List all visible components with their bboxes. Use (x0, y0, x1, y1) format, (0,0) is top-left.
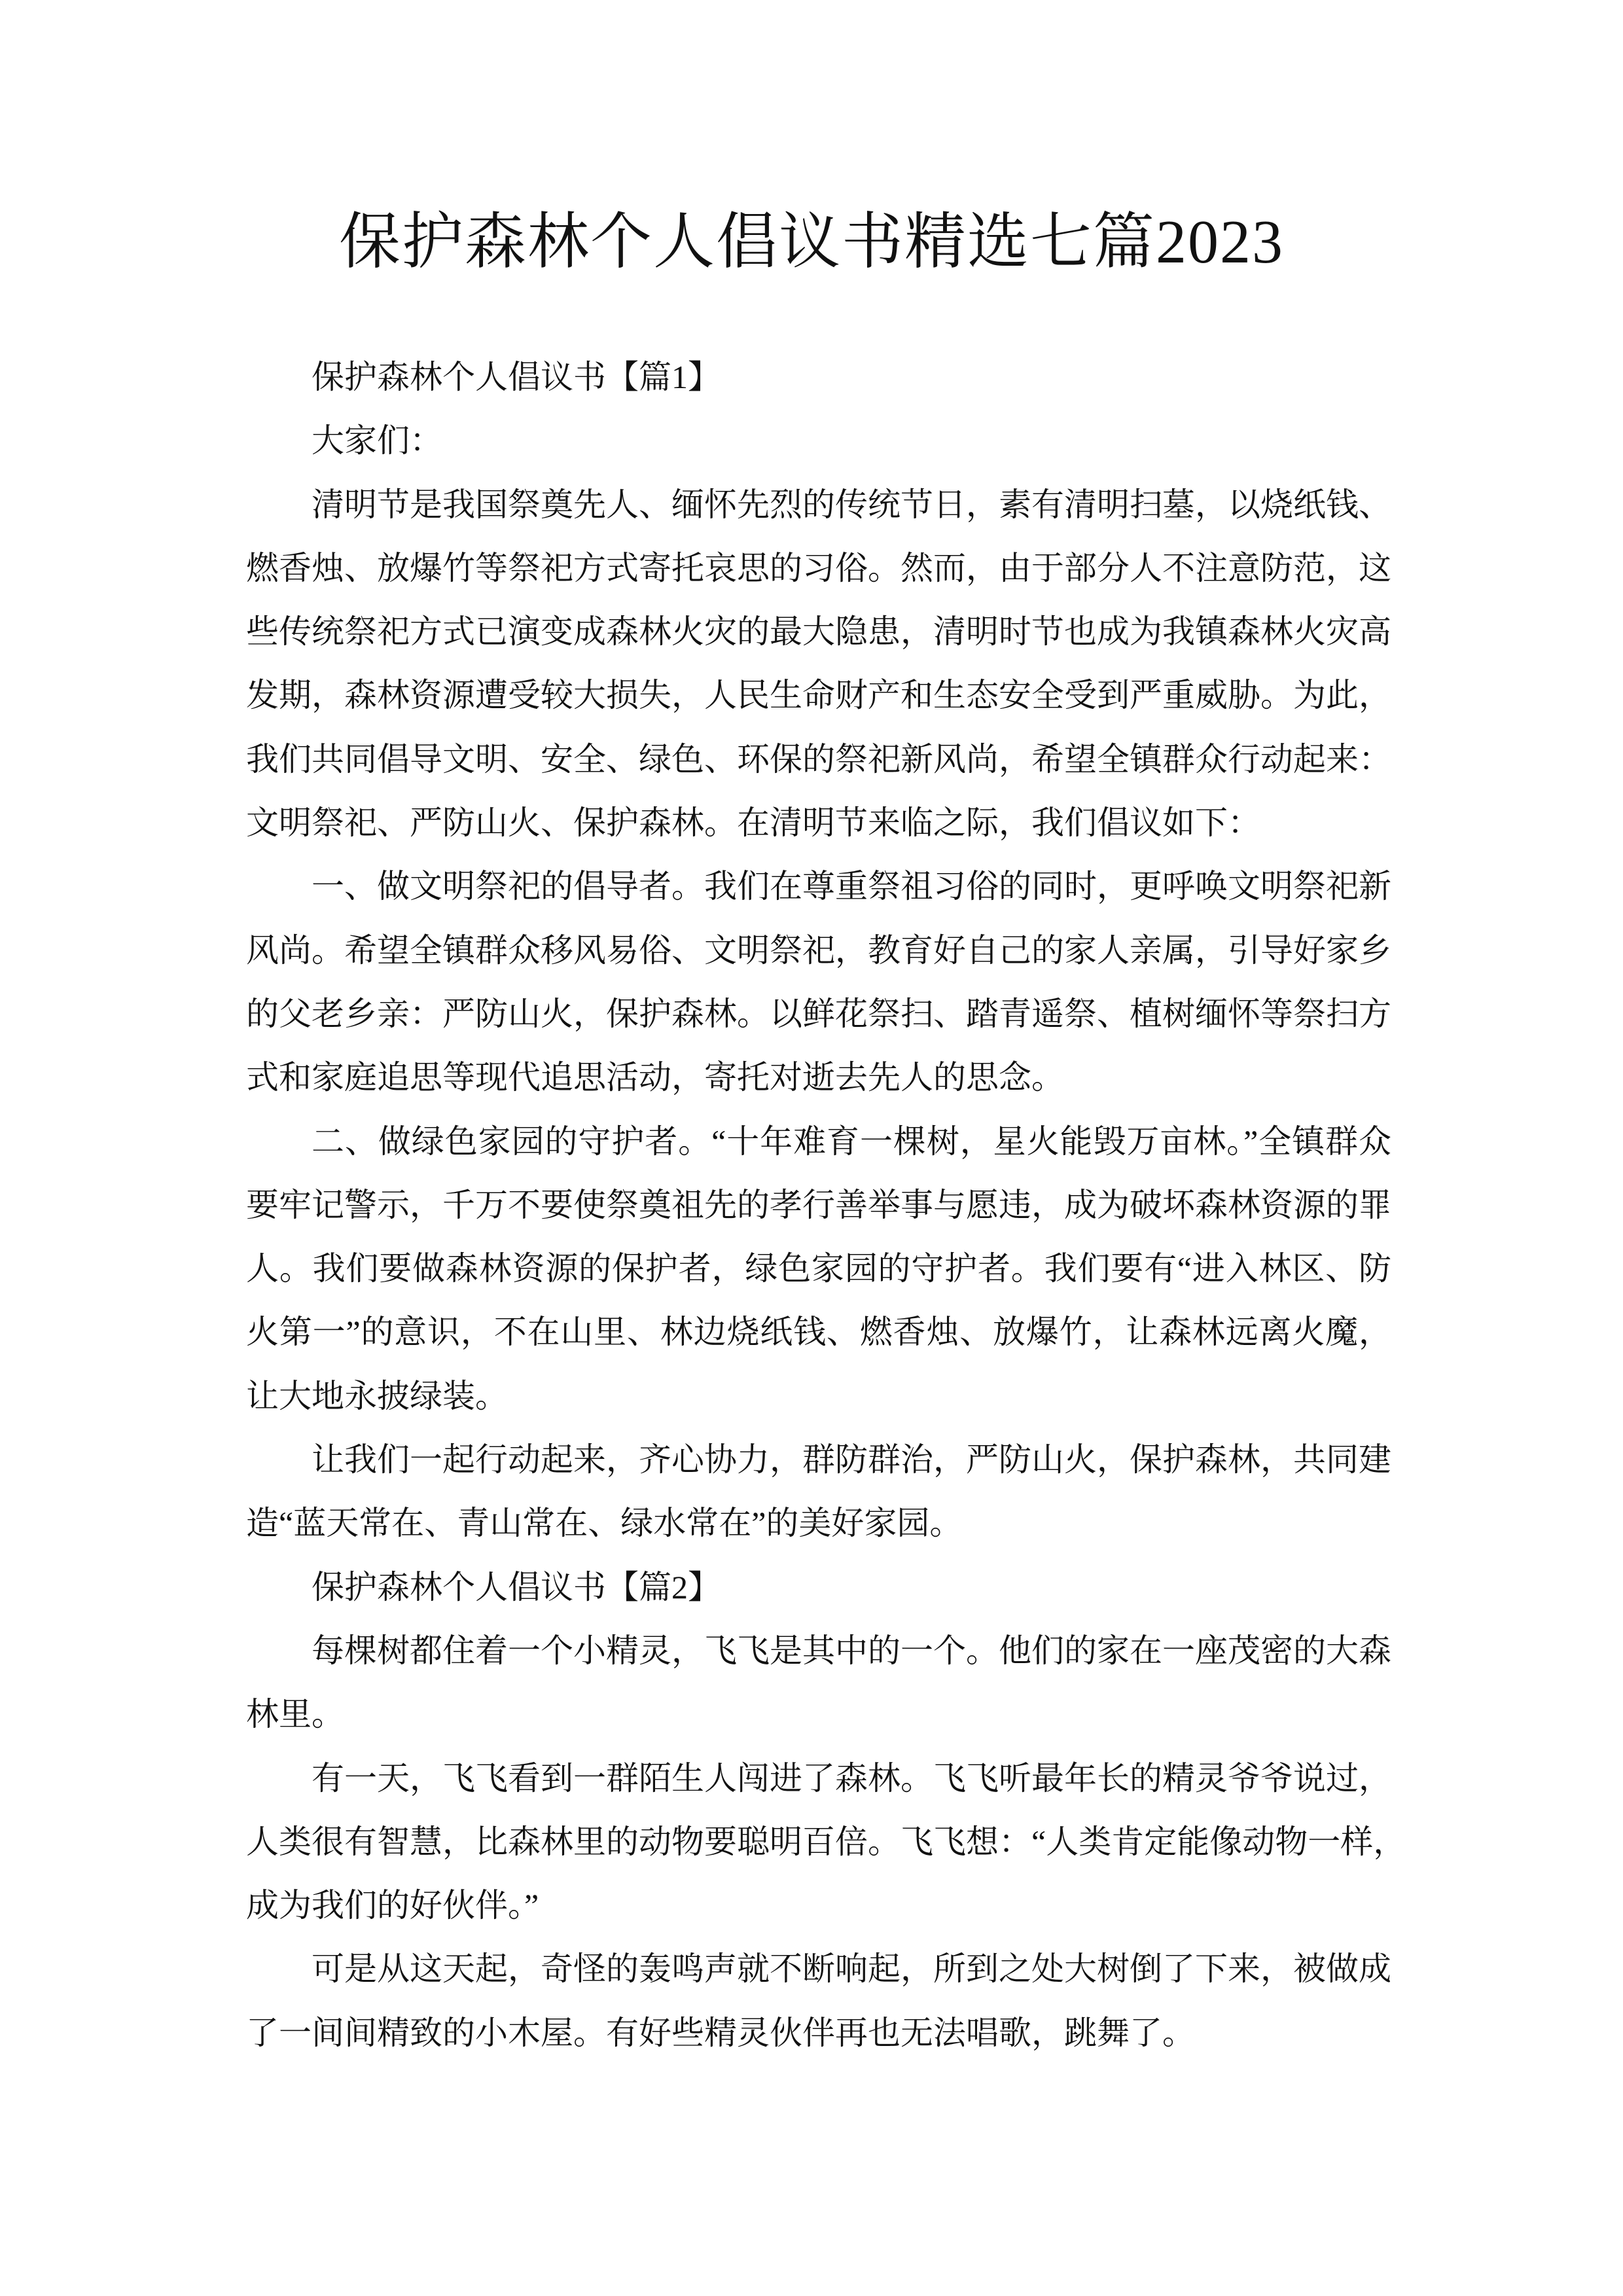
text-line: 清明节是我国祭奠先人、缅怀先烈的传统节日，素有清明扫墓，以烧纸钱、 (312, 486, 1391, 523)
text-line: 发期，森林资源遭受较大损失，人民生命财产和生态安全受到严重威胁。为此， (246, 677, 1391, 714)
text-line: 式和家庭追思等现代追思活动，寄托对逝去先人的思念。 (246, 1059, 1064, 1096)
text-line: 人类很有智慧，比森林里的动物要聪明百倍。飞飞想：“人类肯定能像动物一样， (246, 1823, 1406, 1860)
text-line: 让大地永披绿装。 (246, 1377, 508, 1414)
paragraph (246, 1619, 1391, 1747)
text-line: 造“蓝天常在、青山常在、绿水常在”的美好家园。 (246, 1505, 963, 1542)
paragraph (246, 346, 1391, 409)
text-line: 风尚。希望全镇群众移风易俗、文明祭祀，教育好自己的家人亲属，引导好家乡 (246, 931, 1391, 969)
text-line: 燃香烛、放爆竹等祭祀方式寄托哀思的习俗。然而，由于部分人不注意防范，这 (246, 549, 1391, 586)
text-line: 有一天，飞飞看到一群陌生人闯进了森林。飞飞听最年长的精灵爷爷说过， (312, 1759, 1391, 1797)
document-title: 保护森林个人倡议书精选七篇2023 (338, 208, 1284, 276)
paragraph (246, 1747, 1406, 1938)
paragraph (246, 409, 1391, 473)
text-line: 一、做文明祭祀的倡导者。我们在尊重祭祖习俗的同时，更呼唤文明祭祀新 (312, 868, 1391, 905)
text-line: 每棵树都住着一个小精灵，飞飞是其中的一个。他们的家在一座茂密的大森 (312, 1632, 1391, 1669)
paragraph (246, 1110, 1391, 1428)
paragraph (246, 473, 1391, 855)
paragraph (246, 1428, 1391, 1556)
text-line: 可是从这天起，奇怪的轰鸣声就不断响起，所到之处大树倒了下来，被做成 (312, 1950, 1391, 1988)
text-line: 成为我们的好伙伴。” (246, 1887, 539, 1924)
text-line: 保护森林个人倡议书【篇1】 (312, 359, 721, 395)
document-body (246, 346, 1406, 2065)
text-line: 二、做绿色家园的守护者。“十年难育一棵树，星火能毁万亩林。”全镇群众 (312, 1122, 1391, 1160)
text-line: 林里。 (246, 1696, 344, 1733)
paragraph (246, 1556, 1391, 1619)
text-line: 大家们： (312, 422, 442, 459)
text-line: 我们共同倡导文明、安全、绿色、环保的祭祀新风尚，希望全镇群众行动起来： (246, 740, 1391, 778)
text-line: 些传统祭祀方式已演变成森林火灾的最大隐患，清明时节也成为我镇森林火灾高 (246, 613, 1391, 651)
text-line: 火第一”的意识，不在山里、林边烧纸钱、燃香烛、放爆竹，让森林远离火魔， (246, 1314, 1391, 1351)
text-line: 让我们一起行动起来，齐心协力，群防群治，严防山火，保护森林，共同建 (312, 1441, 1391, 1479)
paragraph (246, 855, 1391, 1109)
text-line: 文明祭祀、严防山火、保护森林。在清明节来临之际，我们倡议如下： (246, 804, 1260, 842)
text-line: 人。我们要做森林资源的保护者，绿色家园的守护者。我们要有“进入林区、防 (246, 1250, 1391, 1287)
paragraph (246, 1937, 1391, 2065)
text-line: 要牢记警示，千万不要使祭奠祖先的孝行善举事与愿违，成为破坏森林资源的罪 (246, 1186, 1391, 1223)
text-line: 的父老乡亲：严防山火，保护森林。以鲜花祭扫、踏青遥祭、植树缅怀等祭扫方 (246, 995, 1391, 1032)
text-line: 了一间间精致的小木屋。有好些精灵伙伴再也无法唱歌，跳舞了。 (246, 2014, 1195, 2051)
text-line: 保护森林个人倡议书【篇2】 (312, 1568, 721, 1605)
